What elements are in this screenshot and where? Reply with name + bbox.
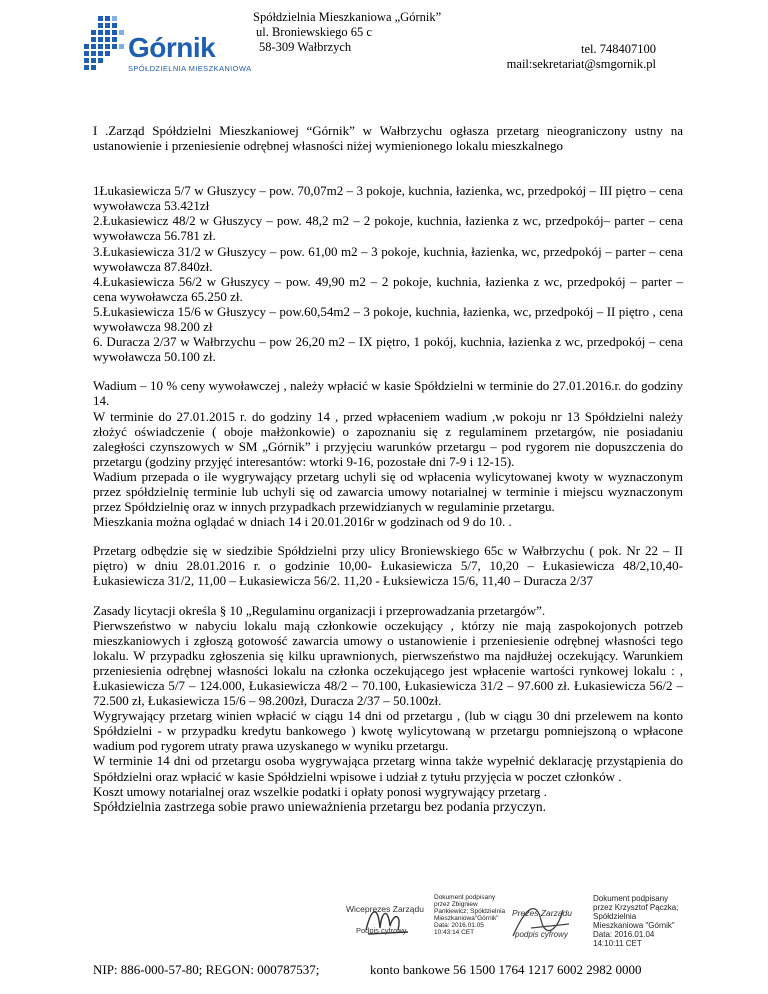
logo-subtitle: SPÓŁDZIELNIA MIESZKANIOWA — [128, 64, 252, 73]
intro-paragraph: I .Zarząd Spółdzielni Mieszkaniowej “Górnik” w Wałbrzychu ogłasza przetarg nieograniczony ustny na ustanowienie i przeniesienie odrębnej własności niżej wymienionego lokalu mieszkalnego — [93, 123, 683, 154]
priority-paragraph: Pierwszeństwo w nabyciu lokalu mają członkowie oczekujący , którzy nie mają zaspokojonych potrzeb mieszkaniowych i zgłoszą gotowość zawarcia umowy o ustanowienie i przeniesienie odrębnej własności tego lokalu. W przypadku zgłoszenia się kilku uprawnionych, pierwszeństwo ma najdłużej oczekujący. Warunkiem przeniesienia odrębnej własności lokalu na członka oczekującego jest wpłacenie wartości rynkowej lokalu : , Łukasiewicza 5/7 – 124.000, Łukasiewicza 48/2 – 70.100, Łukasiewicza 31/2 – 97.600 zł. Łukasiewicza 56/2 – 72.500 zł, Łukasiewicza 15/6 – 98.200zł, Duracza 2/37 – 50.100zł. — [93, 617, 683, 709]
phone: tel. 748407100 — [581, 42, 656, 56]
list-item: 5.Łukasiewicza 15/6 w Głuszycy – pow.60,54m2 – 3 pokoje, kuchnia, łazienka, wc, przedpokój – II piętro , cena wywoławcza 98.200 zł — [93, 303, 683, 335]
costs-paragraph: Koszt umowy notarialnej oraz wszelkie podatki i opłaty ponosi wygrywający przetarg . — [93, 783, 547, 799]
org-name: Spółdzielnia Mieszkaniowa „Górnik” — [253, 10, 442, 24]
list-item: 1Łukasiewicza 5/7 w Głuszycy – pow. 70,07m2 – 3 pokoje, kuchnia, łazienka, wc, przedpokój – III piętro – cena wywoławcza 53.421zł — [93, 183, 683, 214]
venue-paragraph: Przetarg odbędzie się w siedzibie Spółdzielni przy ulicy Broniewskiego 65c w Wałbrzychu ( pok. Nr 22 – II piętro) w dniu 28.01.2016 r. o godzinie 10,00- Łukasiewicza 5/7, 10,20 – Łukasiewicza 48/2,10,40- Łukasiewicza 31/2, 11,00 – Łukasiewicza 56/2. 11,20 - Łuksiewicza 15/6, 11,40 – Duracza 2/37 — [93, 543, 683, 589]
list-item: 2.Łukasiewicz 48/2 w Głuszycy – pow. 48,2 m2 – 2 pokoje, kuchnia, łazienka z wc, przedpokój– parter – cena wywoławcza 56.781 zł. — [93, 213, 683, 244]
letterhead — [0, 0, 768, 100]
address-block — [253, 10, 441, 55]
signature-details: Dokument podpisany przez Krzysztof Pączka; Spółdzielnia Mieszkaniowa "Górnik" Data: 2016.01.04 14:10:11 CET — [593, 894, 679, 948]
nip-regon: NIP: 886-000-57-80; REGON: 000787537; — [93, 962, 320, 977]
street: ul. Broniewskiego 65 c — [256, 25, 372, 39]
list-item: 4.Łukasiewicza 56/2 w Głuszycy – pow. 49,90 m2 – 2 pokoje, kuchnia, łazienka z wc, przedpokój – parter – cena wywoławcza 65.250 zł. — [93, 273, 683, 304]
signature-role: Prezes Zarządu — [512, 908, 572, 918]
signature-caption: podpis cyfrowy — [515, 930, 568, 939]
signature-details: Dokument podpisany przez Zbigniew Pankiewicz; Spółdzielnia Mieszkaniowa"Górnik" Data: 2016.01.05 10:43:14 CET — [434, 894, 506, 936]
rules-paragraph: Zasady licytacji określa § 10 „Regulaminu organizacji i przeprowadzania przetargów”. — [93, 602, 546, 618]
list-item: 6. Duracza 2/37 w Wałbrzychu – pow 26,20 m2 – IX piętro, 1 pokój, kuchnia, łazienka z wc, przedpokój – cena wywoławcza 50.100 zł. — [93, 334, 683, 365]
forfeit-paragraph: Wadium przepada o ile wygrywający przetarg uchyli się od wpłacenia wylicytowanej kwoty w wyznaczonym przez spółdzielnię terminie lub uchyli się od zawarcia umowy notarialnej w terminie i miejscu wyznaczonym przez Spółdzielnię oraz w innych przypadkach przewidzianych w regulaminie przetargu. — [93, 468, 683, 515]
contact-block — [507, 42, 656, 72]
signatures — [340, 894, 740, 958]
viewing-paragraph: Mieszkania można oglądać w dniach 14 i 20.01.2016r w godzinach od 9 do 10. . — [93, 514, 512, 530]
listing-list — [93, 183, 683, 364]
email: mail:sekretariat@smgornik.pl — [506, 57, 656, 71]
membership-paragraph: W terminie 14 dni od przetargu osoba wygrywająca przetarg winna także wypełnić deklarację przystąpienia do Spółdzielni oraz wpłacić w kasie Spółdzielni wpisowe i udział z tytułu przyjęcia w poczet członków . — [93, 753, 683, 784]
list-item: 3.Łukasiewicza 31/2 w Głuszycy – pow. 61,00 m2 – 3 pokoje, kuchnia, łazienka, wc, przedpokój – parter – cena wywoławcza 87.840zł. — [93, 243, 683, 274]
declaration-paragraph: W terminie do 27.01.2015 r. do godziny 14 , przed wpłaceniem wadium ,w pokoju nr 13 Spółdzielni należy złożyć oświadczenie ( oboje małżonkowie) o zapoznaniu się z regulaminem przetargów, nie posiadaniu zaległości czynszowych w SM „Górnik” i przyjęciu warunków przetargu – pod rygorem nie dopuszczenia do przetargu (godziny przyjęć interesantów: wtorki 9-16, pozostałe dni 7-9 i 12-15). — [93, 408, 683, 469]
logo-wordmark: Górnik — [128, 32, 216, 63]
reservation-paragraph: Spółdzielnia zastrzega sobie prawo unieważnienia przetargu bez podania przyczyn. — [93, 798, 547, 814]
gornik-logo — [80, 14, 252, 76]
bank-account: konto bankowe 56 1500 1764 1217 6002 2982 0000 — [370, 962, 642, 977]
signature-role: Wiceprezes Zarządu — [346, 904, 424, 914]
wadium-paragraph: Wadium – 10 % ceny wywoławczej , należy wpłacić w kasie Spółdzielni w terminie do 27.01.2016.r. do godziny 14. — [93, 378, 683, 409]
announcement-body — [93, 123, 683, 814]
signature-caption: Podpis cyfrowy — [356, 926, 407, 935]
payment-paragraph: Wygrywający przetarg winien wpłacić w ciągu 14 dni od przetargu , (lub w ciągu 30 dni przelewem na konto Spółdzielni - w przypadku kredytu bankowego ) kwotę wylicytowaną w przetargu pomniejszoną o wpłacone wadium pod rygorem utraty prawa uzyskanego w wyniku przetargu. — [93, 708, 683, 754]
building-blocks-icon — [80, 14, 128, 76]
city: 58-309 Wałbrzych — [259, 40, 352, 54]
